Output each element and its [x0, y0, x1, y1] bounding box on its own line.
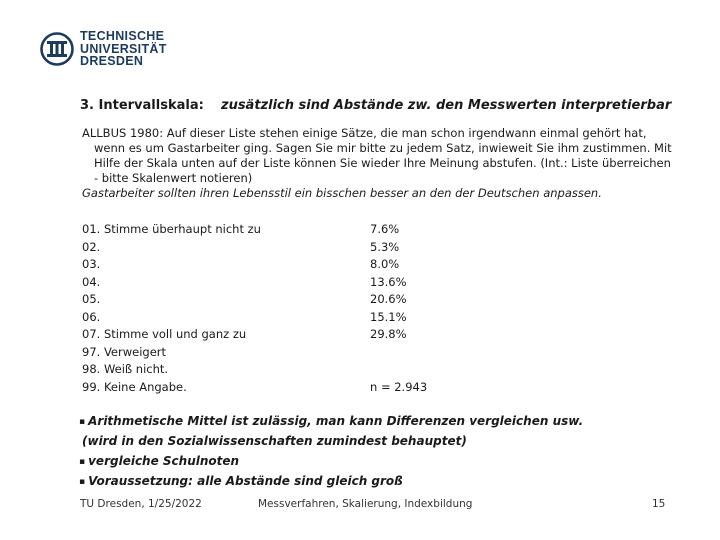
- footer-title: Messverfahren, Skalierung, Indexbildung: [258, 498, 473, 510]
- bullet-icon: ▪: [79, 457, 86, 467]
- survey-question: [82, 126, 672, 201]
- scale-category: 98. Weiß nicht.: [82, 362, 169, 376]
- section-description: zusätzlich sind Abstände zw. den Messwerten interpretierbar: [221, 98, 672, 113]
- table-row: [82, 274, 427, 292]
- question-text: ALLBUS 1980: Auf dieser Liste stehen einige Sätze, die man schon irgendwann einmal gehört hat, wenn es um Gastarbeiter ging. Sagen Sie mir bitte zu jedem Satz, inwieweit Sie ihm zustimmen. Mit Hilfe der Skala unten auf der Liste können Sie wieder Ihre Meinung abstufen. (Int.: Liste überreichen - bitte Skalenwert notieren): [82, 126, 672, 185]
- table-row: [82, 361, 427, 379]
- scale-table: [82, 221, 427, 396]
- list-item: [79, 472, 679, 492]
- scale-category: 97. Verweigert: [82, 344, 167, 359]
- scale-value: 20.6%: [370, 292, 407, 306]
- logo-line: DRESDEN: [80, 54, 144, 68]
- scale-value: 29.8%: [370, 327, 407, 341]
- table-row: [82, 221, 427, 239]
- logo-wordmark: [80, 30, 167, 68]
- bullet-text: Voraussetzung: alle Abstände sind gleich groß: [88, 474, 403, 488]
- scale-category: 03.: [82, 257, 101, 271]
- bullet-text: Arithmetische Mittel ist zulässig, man kann Differenzen vergleichen usw.: [88, 414, 584, 428]
- table-row: [82, 326, 427, 344]
- page-number: 15: [652, 498, 666, 510]
- scale-category: 04.: [82, 274, 101, 289]
- table-row: [82, 291, 427, 309]
- bullet-icon: ▪: [79, 477, 86, 487]
- bullet-text: vergleiche Schulnoten: [88, 454, 240, 468]
- tu-dresden-emblem-icon: [40, 32, 74, 66]
- scale-value: 5.3%: [370, 239, 400, 254]
- scale-value: n = 2.943: [370, 379, 428, 394]
- scale-category: 05.: [82, 292, 101, 306]
- scale-value: 13.6%: [370, 274, 407, 289]
- table-row: [82, 309, 427, 327]
- scale-value: 8.0%: [370, 257, 400, 271]
- question-statement: Gastarbeiter sollten ihren Lebensstil ein bisschen besser an den der Deutschen anpassen.: [82, 186, 602, 200]
- bullet-list: [79, 412, 679, 492]
- scale-category: 01. Stimme überhaupt nicht zu: [82, 222, 261, 236]
- logo-line: TECHNISCHE: [80, 29, 165, 43]
- table-row: [82, 239, 427, 257]
- scale-value: 7.6%: [370, 222, 400, 236]
- scale-category: 02.: [82, 239, 101, 254]
- bullet-text: (wird in den Sozialwissenschaften zumindest behauptet): [82, 434, 467, 448]
- footer-date: TU Dresden, 1/25/2022: [80, 498, 202, 510]
- table-row: [82, 256, 427, 274]
- bullet-icon: ▪: [79, 417, 86, 427]
- scale-category: 07. Stimme voll und ganz zu: [82, 327, 247, 341]
- section-heading: 3. Intervallskala:: [80, 98, 204, 113]
- list-item: [79, 412, 679, 432]
- scale-value: 15.1%: [370, 309, 407, 324]
- scale-category: 99. Keine Angabe.: [82, 379, 187, 394]
- scale-category: 06.: [82, 309, 101, 324]
- list-item: [79, 432, 679, 452]
- table-row: [82, 379, 427, 397]
- table-row: [82, 344, 427, 362]
- list-item: [79, 452, 679, 472]
- logo-line: UNIVERSITÄT: [80, 41, 167, 56]
